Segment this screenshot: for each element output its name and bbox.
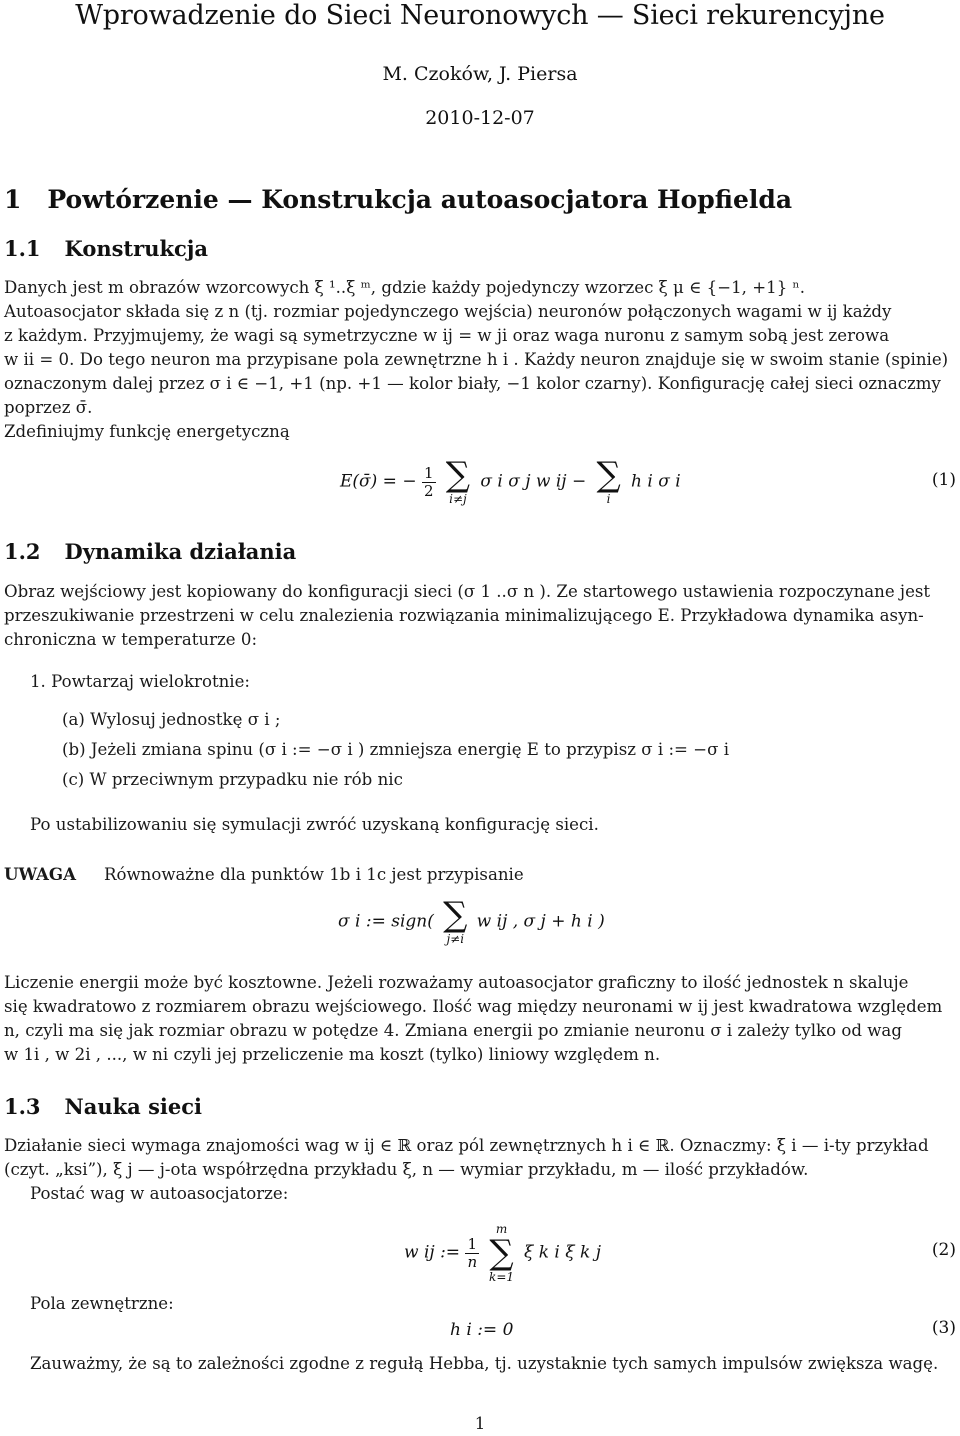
paragraph-line: Obraz wejściowy jest kopiowany do konfiguracji sieci (σ 1 ..σ n ). Ze startowego ustawienia rozpoczynane jest xyxy=(4,582,931,601)
date: 2010-12-07 xyxy=(425,107,535,129)
paragraph-line: Liczenie energii może być kosztowne. Jeżeli rozważamy autoasocjator graficzny to ilość jednostek n skaluje xyxy=(4,973,909,992)
list-item: 1. Powtarzaj wielokrotnie: xyxy=(30,672,251,691)
equation-lhs: σ i := sign( xyxy=(338,911,434,932)
list-subitem: (c) W przeciwnym przypadku nie rób nic xyxy=(62,770,403,789)
sum-symbol: ∑ i xyxy=(596,455,621,506)
paragraph-line: Pola zewnętrzne: xyxy=(30,1294,174,1313)
paragraph-line: chroniczna w temperaturze 0: xyxy=(4,630,258,649)
equation-lhs: w ij := xyxy=(404,1242,461,1263)
subsection-title: Konstrukcja xyxy=(64,236,209,261)
section-number: 1 xyxy=(4,185,22,214)
subsection-heading xyxy=(4,1094,202,1120)
subsection-heading xyxy=(4,236,208,262)
page-number: 1 xyxy=(474,1414,486,1433)
paragraph-line: n, czyli ma się jak rozmiar obrazu w potędze 4. Zmiana energii po zmianie neuronu σ i zależy tylko od wag xyxy=(4,1021,902,1040)
paragraph-line: Po ustabilizowaniu się symulacji zwróć uzyskaną konfigurację sieci. xyxy=(30,815,599,834)
paragraph-line: Postać wag w autoasocjatorze: xyxy=(30,1184,289,1203)
section-heading xyxy=(4,185,792,215)
paragraph-line: poprzez σ̄. xyxy=(4,398,93,417)
equation-number: (2) xyxy=(931,1240,956,1260)
equation-number: (1) xyxy=(931,470,956,490)
paragraph-line: przeszukiwanie przestrzeni w celu znalezienia rozwiązania minimalizującego E. Przykładowa dynamika asyn- xyxy=(4,606,924,625)
paragraph-line: oznaczonym dalej przez σ i ∈ −1, +1 (np. +1 — kolor biały, −1 kolor czarny). Konfigurację całej sieci oznaczmy xyxy=(4,374,941,393)
subsection-title: Nauka sieci xyxy=(64,1094,203,1119)
equation-energy xyxy=(340,455,681,506)
paragraph-line: Danych jest m obrazów wzorcowych ξ ¹..ξ ᵐ, gdzie każdy pojedynczy wzorzec ξ μ ∈ {−1, +1} ⁿ. xyxy=(4,278,805,297)
equation-sign xyxy=(338,895,605,946)
list-subitem: (a) Wylosuj jednostkę σ i ; xyxy=(62,710,281,729)
equation-fields: h i := 0 xyxy=(450,1320,514,1340)
note-text: Równoważne dla punktów 1b i 1c jest przypisanie xyxy=(103,865,524,884)
subsection-number: 1.3 xyxy=(4,1094,41,1119)
equation-number: (3) xyxy=(931,1318,956,1338)
paragraph-line: Zauważmy, że są to zależności zgodne z regułą Hebba, tj. uzystaknie tych samych impulsów zwiększa wagę. xyxy=(30,1354,939,1373)
subsection-number: 1.1 xyxy=(4,236,41,261)
paragraph-line: (czyt. „ksi”), ξ j — j-ota współrzędna przykładu ξ, n — wymiar przykładu, m — ilość przykładów. xyxy=(4,1160,809,1179)
list-subitem: (b) Jeżeli zmiana spinu (σ i := −σ i ) zmniejsza energię E to przypisz σ i := −σ i xyxy=(62,740,730,759)
equation-term: h i σ i xyxy=(631,471,681,492)
note xyxy=(4,862,524,887)
paragraph-line: w ii = 0. Do tego neuron ma przypisane pola zewnętrzne h i . Każdy neuron znajduje się w swoim stanie (spinie) xyxy=(4,350,949,369)
paragraph-line: Autoasocjator składa się z n (tj. rozmiar pojedynczego wejścia) neuronów połączonych wagami w ij każdy xyxy=(4,302,892,321)
subsection-number: 1.2 xyxy=(4,539,41,564)
equation-rhs: w ij , σ j + h i ) xyxy=(476,911,605,932)
subsection-title: Dynamika działania xyxy=(64,539,297,564)
sum-symbol: ∑ j≠i xyxy=(443,895,468,946)
fraction: $\frac{1}{n}$ xyxy=(467,1234,478,1271)
paragraph-line: Zdefiniujmy funkcję energetyczną xyxy=(4,422,290,441)
paragraph-line: z każdym. Przyjmujemy, że wagi są symetrzyczne w ij = w ji oraz waga nuronu z samym sobą jest zerowa xyxy=(4,326,890,345)
equation-weights xyxy=(404,1222,601,1284)
paragraph-line: się kwadratowo z rozmiarem obrazu wejściowego. Ilość wag między neuronami w ij jest kwadratowa względem xyxy=(4,997,943,1016)
sum-symbol: m ∑ k=1 xyxy=(489,1222,515,1284)
authors: M. Czoków, J. Piersa xyxy=(382,63,578,85)
fraction: $\frac{1}{2}$ xyxy=(423,463,434,500)
subsection-heading xyxy=(4,539,296,565)
equation-rhs: ξ k i ξ k j xyxy=(523,1242,601,1263)
equation-term: σ i σ j w ij − xyxy=(480,471,587,492)
paragraph-line: Działanie sieci wymaga znajomości wag w ij ∈ ℝ oraz pól zewnętrznych h i ∈ ℝ. Oznaczmy: ξ i — i-ty przykład xyxy=(4,1136,929,1155)
section-title: Powtórzenie — Konstrukcja autoasocjatora Hopfielda xyxy=(47,185,793,214)
sum-symbol: ∑ i≠j xyxy=(445,455,471,506)
note-label: UWAGA xyxy=(4,864,76,884)
document-title: Wprowadzenie do Sieci Neuronowych — Sieci rekurencyjne xyxy=(75,0,885,31)
equation-lhs: E(σ̄) = − xyxy=(340,471,417,492)
paragraph-line: w 1i , w 2i , ..., w ni czyli jej przeliczenie ma koszt (tylko) liniowy względem n. xyxy=(4,1045,661,1064)
